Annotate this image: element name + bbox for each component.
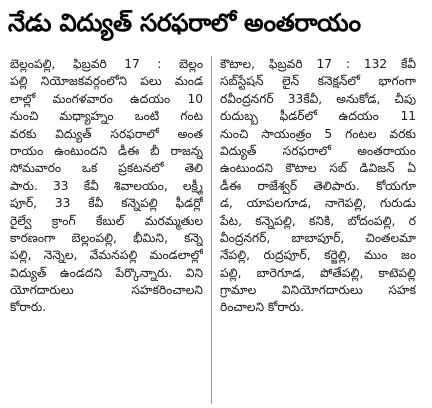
article-line: పారు. 33 కేవీ శివాలయం, లక్ష్మీ [10,178,203,193]
article-line: పల్లి, నెన్నెల, వేమనపల్లి మండలాల్లో [10,248,203,263]
article-line: ఉంటుందని కౌటాల సబ్ డివిజన్ ఏ [220,161,416,176]
article-line: పూర్, 33 కేవీ కన్నెపల్లి ఫీడర్లో [10,196,203,211]
article-line: నుంచి మధ్యాహ్నం ఒంటి గంట [10,109,203,124]
article-line: పల్లి, బారెగూడ, పోతేపల్లి, కాటెపల్లి [220,265,416,280]
article-line: పల్లి నియోజకవర్గంలోని పలు మండ [10,74,203,89]
article-line: బెల్లంపల్లి, ఫిబ్రవరి 17 : బెల్లం [10,57,203,71]
article-line: రించాలని కోరారు. [220,300,305,315]
article-line: విద్యుత్ ఉండదని పేర్కొన్నారు. విని [10,265,203,280]
article-line: వీంద్రనగర్, బాబాపూర్, చింతలమా [220,230,416,245]
article-line: పేట, కన్నెపల్లి, కనికి, బోదంపల్లి, ర [220,213,416,228]
article-line: డీఈ రాజేశ్వర్ తెలిపారు. కోయగూ [220,178,416,193]
article-line: విద్యుత్ సరఫరాలో అంతరాయం [220,143,416,158]
article-line: కోరారు. [10,300,47,315]
article-line: యోగదారులు సహకరించాలని [10,283,203,298]
article-line: కౌటాల, ఫిబ్రవరి 17 : 132 కేవీ [220,57,416,71]
article-left-column [6,56,212,404]
article-line: గ్రామాల వినియోగదారులు సహక [220,283,416,298]
article-line: సబ్‌స్టేషన్ లైన్ కనెక్షన్‌లో భాగంగా [220,74,416,89]
article-line: రవీంద్రనగర్ 33కేవీ, అనుకోడ, చీపు [220,91,416,106]
article-line: వరకు విద్యుత్ సరఫరాలో అంత [10,126,203,141]
article-line: కారణంగా బెల్లంపల్లి, భీమిని, కన్నె [10,230,203,245]
article-line: రుదుబ్బ ఫీడర్‌లో ఉదయం 11 [220,109,416,124]
article-line: సోమవారం ఒక ప్రకటనలో తెలి [10,161,203,176]
headline: నేడు విద్యుత్ సరఫరాలో అంతరాయం [8,8,361,37]
article-line: నుంచి సాయంత్రం 5 గంటల వరకు [220,126,416,141]
article-line: లాల్లో మంగళవారం ఉదయం 10 [10,91,203,106]
article-line: డ, యాపలగూడ, నాగెపల్లి, గురుడు [220,196,416,211]
article-line: నేపల్లి, రుద్రపూర్, కర్జెల్లి, ముం జం [220,248,416,263]
article-line: రాయం ఉంటుందని డీఈ బీ రాజన్న [10,143,203,158]
article-right-column [212,56,418,404]
article-columns [6,56,426,404]
article-line: రైల్వే క్రాంగ్ కేబుల్ మరమ్మతుల [10,213,203,228]
